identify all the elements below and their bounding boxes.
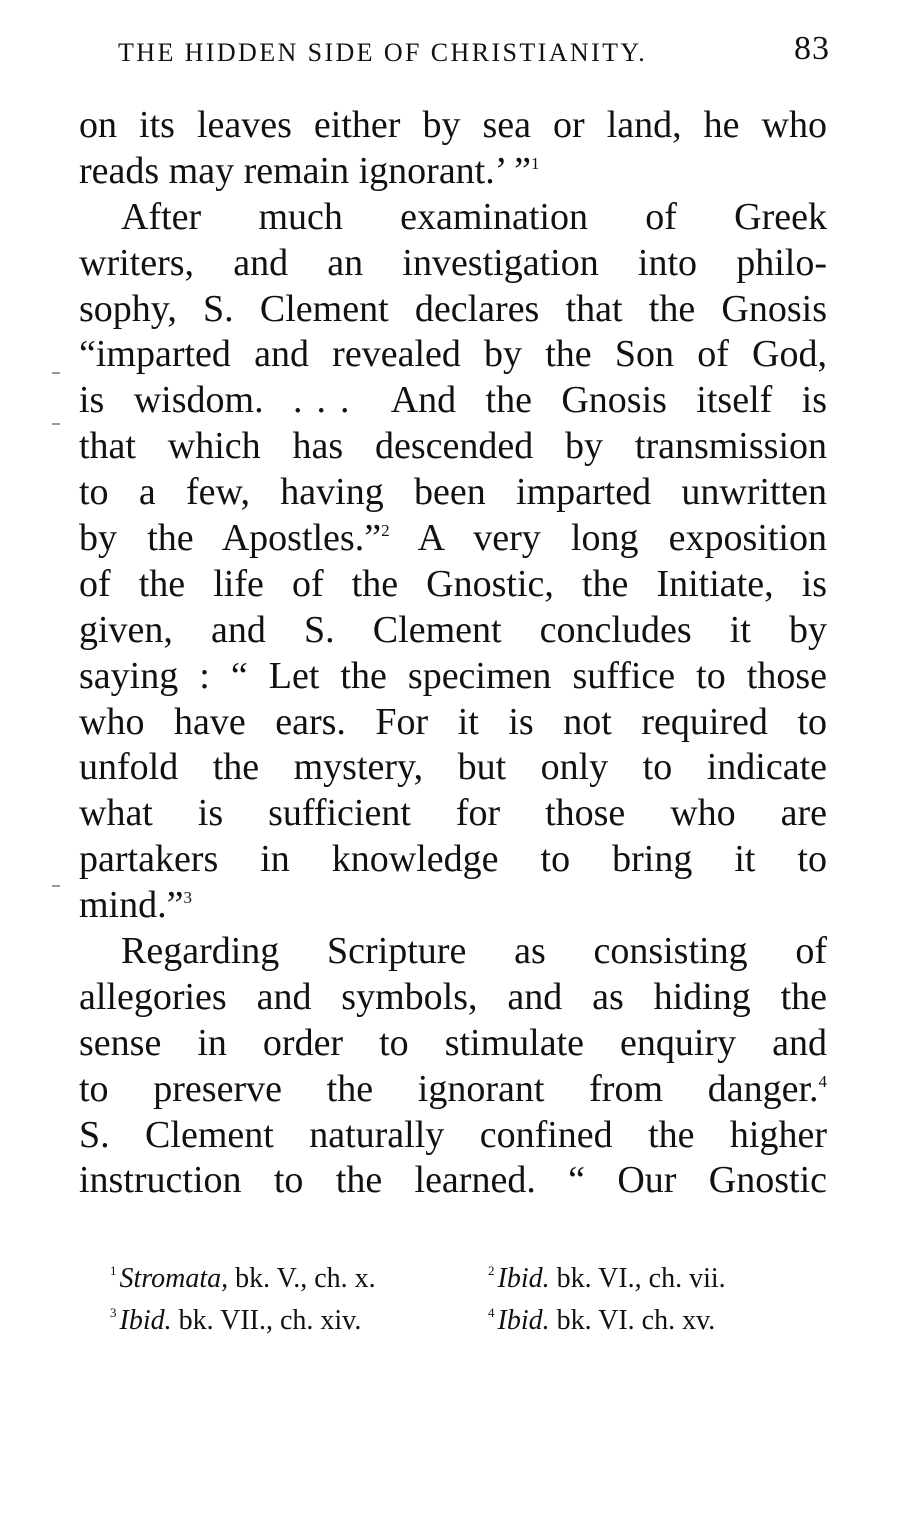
text-line: “imparted and revealed by the Son of God, [79, 333, 827, 376]
text-line: instruction to the learned. “ Our Gnostic [79, 1159, 827, 1202]
text-line: saying : “ Let the specimen suffice to those [79, 654, 827, 697]
text-line: sense in order to stimulate enquiry and [79, 1021, 827, 1064]
text-line: to preserve the ignorant from danger.$^4$ [79, 1067, 827, 1110]
text-line: partakers in knowledge to bring it to [79, 838, 827, 881]
footnote-ref-4: 4 [818, 1071, 827, 1091]
footnote-row [110, 1300, 810, 1342]
footnote-ref-3: 3 [183, 888, 192, 908]
footnote-ref-2: 2 [381, 521, 390, 541]
text-line: S. Clement naturally confined the higher [79, 1113, 827, 1156]
text-line: is wisdom. ... And the Gnosis itself is [79, 379, 827, 422]
text-line: who have ears. For it is not required to [79, 700, 827, 743]
text-line: on its leaves either by sea or land, he who [79, 104, 827, 146]
footnote-2: $^2$ Ibid. bk. VI., ch. vii. [488, 1263, 726, 1294]
margin-mark [52, 885, 60, 887]
running-title: THE HIDDEN SIDE OF CHRISTIANITY. [118, 38, 648, 67]
text-line: Regarding Scripture as consisting of [121, 930, 827, 973]
text-line: by the Apostles.”$^2$ A very long exposition [79, 517, 827, 560]
footnote-4: $^4$ Ibid. bk. VI. ch. xv. [488, 1305, 716, 1336]
body-text [79, 103, 827, 1204]
text-line: sophy, S. Clement declares that the Gnosis [79, 287, 827, 330]
text-line: reads may remain ignorant.’ ”$^1$ [79, 149, 540, 192]
text-line: of the life of the Gnostic, the Initiate, is [79, 562, 827, 605]
footnotes [110, 1258, 810, 1342]
page-number: 83 [794, 30, 830, 67]
margin-mark [52, 423, 60, 425]
footnote-1: $^1$ Stromata, bk. V., ch. x. [110, 1263, 376, 1294]
margin-mark [52, 372, 60, 374]
text-line: allegories and symbols, and as hiding the [79, 975, 827, 1018]
ellipsis: ... [292, 379, 364, 422]
footnote-3: $^3$ Ibid. bk. VII., ch. xiv. [110, 1305, 362, 1336]
text-line: what is sufficient for those who are [79, 792, 827, 835]
text-line: After much examination of Greek [121, 195, 827, 238]
text-line: unfold the mystery, but only to indicate [79, 746, 827, 789]
text-line: given, and S. Clement concludes it by [79, 608, 827, 651]
text-line: mind.”$^3$ [79, 884, 192, 927]
footnote-row [110, 1258, 810, 1300]
text-line: that which has descended by transmission [79, 425, 827, 468]
footnote-ref-1: 1 [530, 153, 540, 173]
running-head [118, 30, 830, 80]
text-line: writers, and an investigation into philo- [79, 241, 827, 284]
text-line: to a few, having been imparted unwritten [79, 471, 827, 514]
